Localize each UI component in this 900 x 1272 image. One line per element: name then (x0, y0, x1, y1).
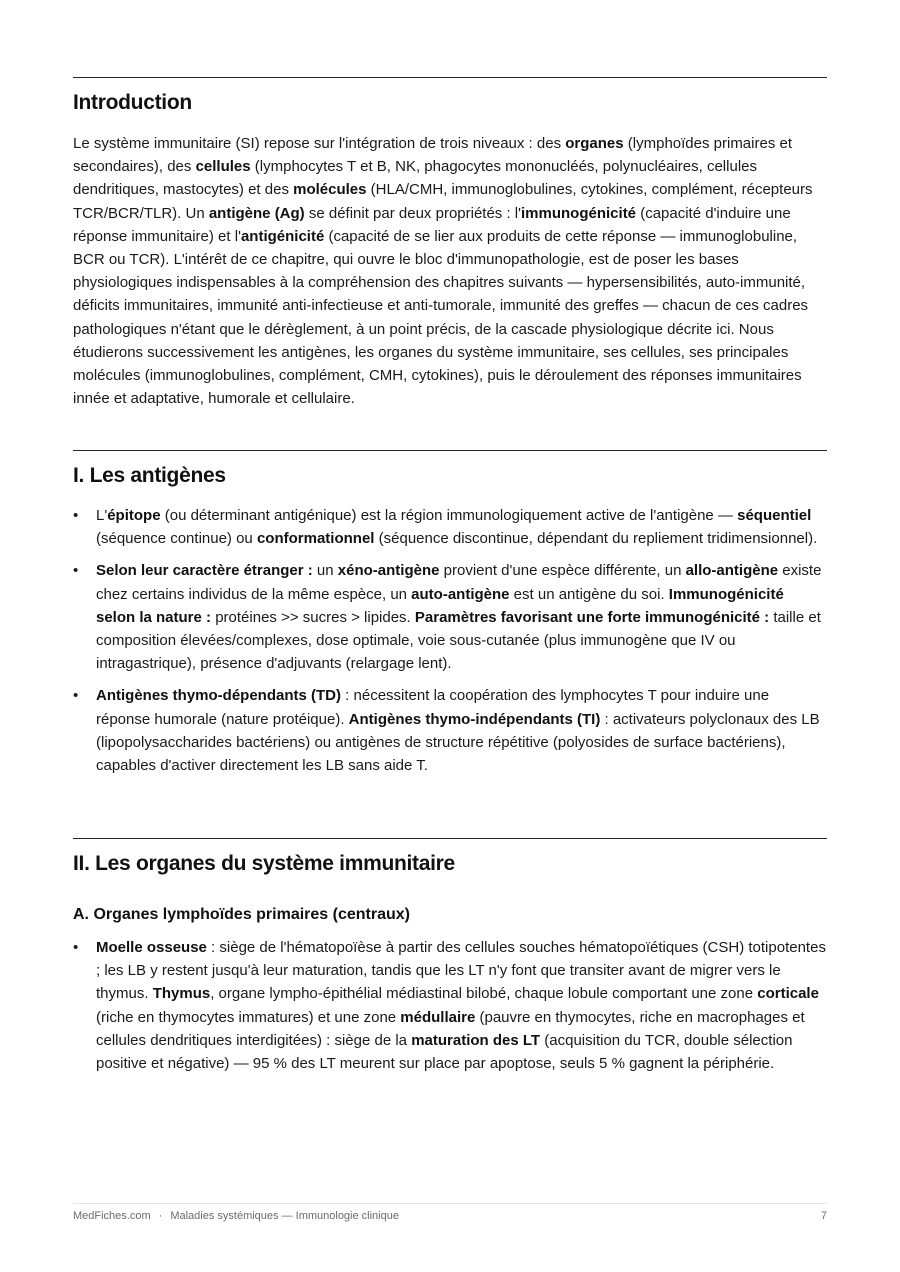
bold-term: cellules (195, 158, 251, 176)
list-item (73, 684, 827, 777)
bold-term: xéno-antigène (337, 562, 440, 580)
bullet-icon: • (73, 939, 79, 956)
bold-term: médullaire (400, 1008, 476, 1026)
bold-term: antigène (Ag) (208, 204, 305, 222)
bold-term: épitope (107, 507, 161, 524)
bold-term: Selon leur caractère étranger : (96, 562, 313, 580)
intro-paragraph: Le système immunitaire (SI) repose sur l'intégration de trois niveaux : des organes (lymphoïdes primaires et secondaires), des cellules (lymphocytes T et B, NK, phagocytes mononucléés, polynucléaires, cellules dendritiques, mastocytes) et des molécules (HLA/CMH, immunoglobulines, cytokines, complément, récepteurs TCR/BCR/TLR). Un antigène (Ag) se définit par deux propriétés : l'immunogénicité (capacité d'induire une réponse immunitaire) et l'antigénicité (capacité de se lier aux produits de cette réponse — immunoglobuline, BCR ou TCR). L'intérêt de ce chapitre, qui ouvre le bloc d'immunopathologie, est de poser les bases physiologiques indispensables à la compréhension des chapitres suivants — hypersensibilités, auto-immunité, déficits immunitaires, immunité anti-infectieuse et anti-tumorale, immunité des greffes — chacun de ces cadres pathologiques n'étant que le dérèglement, à un point précis, de la cascade physiologique décrite ici. Nous étudierons successivement les antigènes, les organes du système immunitaire, ses cellules, ses principales molécules (immunoglobulines, complément, CMH, cytokines), puis le déroulement des réponses immunitaires innée et adaptative, humorale et cellulaire. (73, 135, 813, 408)
bold-term: auto-antigène (411, 585, 510, 603)
bold-term: maturation des LT (411, 1031, 541, 1049)
list-item-text: Selon leur caractère étranger : un xéno-antigène provient d'une espèce différente, un allo-antigène existe chez certains individus de la même espèce, un auto-antigène est un antigène du soi. Immunogénicité selon la nature : protéines >> sucres > lipides. Paramètres favorisant une forte immunogénicité : taille et composition élevées/complexes, dose optimale, voie sous-cutanée (plus immunogène que IV ou intragastrique), présence d'adjuvants (relargage lent). (96, 562, 822, 673)
section-heading-antigenes: I. Les antigènes (73, 464, 226, 487)
footer-separator: · (158, 1210, 163, 1222)
list-item-text: Moelle osseuse : siège de l'hématopoïèse à partir des cellules souches hématopoïétiques (CSH) totipotentes ; les LB y restent jusqu'à leur maturation, tandis que les LT n'y font que transiter avant de migrer vers le thymus. Thymus, organe lympho-épithélial médiastinal bilobé, chaque lobule comportant une zone corticale (riche en thymocytes immatures) et une zone médullaire (pauvre en thymocytes, riche en macrophages et cellules dendritiques interdigitées) : siège de la maturation des LT (acquisition du TCR, double sélection positive et négative) — 95 % des LT meurent sur place par apoptose, seuls 5 % gagnent la périphérie. (96, 939, 826, 1073)
bold-term: organes (565, 135, 624, 152)
bold-term: allo-antigène (685, 562, 779, 580)
list-item-text: Antigènes thymo-dépendants (TD) : nécessitent la coopération des lymphocytes T pour induire une réponse humorale (nature protéique). Antigènes thymo-indépendants (TI) : activateurs polyclonaux des LB (lipopolysaccharides bactériens) ou antigènes de structure répétitive (polyosides de surface bactériens), capables d'activer directement les LB sans aide T. (96, 687, 820, 775)
bold-term: séquentiel (737, 507, 812, 524)
list-item-text: L'épitope (ou déterminant antigénique) est la région immunologiquement active de l'antigène — séquentiel (séquence continue) ou conformationnel (séquence discontinue, dépendant du repliement tridimensionnel). (96, 507, 818, 548)
footer-divider (73, 1203, 827, 1204)
bold-term: Paramètres favorisant une forte immunogénicité : (414, 608, 770, 626)
footer-site-link[interactable]: MedFiches.com (73, 1210, 151, 1222)
bold-term: Antigènes thymo-indépendants (TI) (348, 710, 601, 728)
bold-term: Antigènes thymo-dépendants (TD) (96, 687, 342, 705)
section-divider (73, 450, 827, 451)
bold-term: corticale (757, 985, 819, 1003)
bold-term: molécules (293, 181, 367, 199)
footer-chapter: Maladies systémiques — Immunologie clinique (170, 1210, 399, 1222)
subsection-heading: A. Organes lymphoïdes primaires (centraux) (73, 906, 410, 923)
bullet-icon: • (73, 562, 79, 580)
page-number: 7 (820, 1210, 827, 1222)
list-item (73, 936, 827, 1075)
section-divider (73, 77, 827, 78)
bold-term: Immunogénicité selon la nature : (96, 585, 784, 626)
bold-term: antigénicité (240, 227, 325, 245)
list-item (73, 504, 827, 550)
section-heading-introduction: Introduction (73, 91, 192, 114)
bullet-icon: • (73, 507, 79, 524)
bullet-icon: • (73, 687, 79, 705)
bold-term: conformationnel (256, 530, 375, 548)
bold-term: immunogénicité (521, 204, 637, 222)
list-item (73, 559, 827, 675)
antigenes-bullet-list (73, 504, 827, 777)
bold-term: Thymus (152, 985, 211, 1003)
section-heading-organes: II. Les organes du système immunitaire (73, 852, 455, 875)
organes-bullet-list (73, 936, 827, 1075)
section-divider (73, 838, 827, 839)
bold-term: Moelle osseuse (96, 939, 207, 956)
